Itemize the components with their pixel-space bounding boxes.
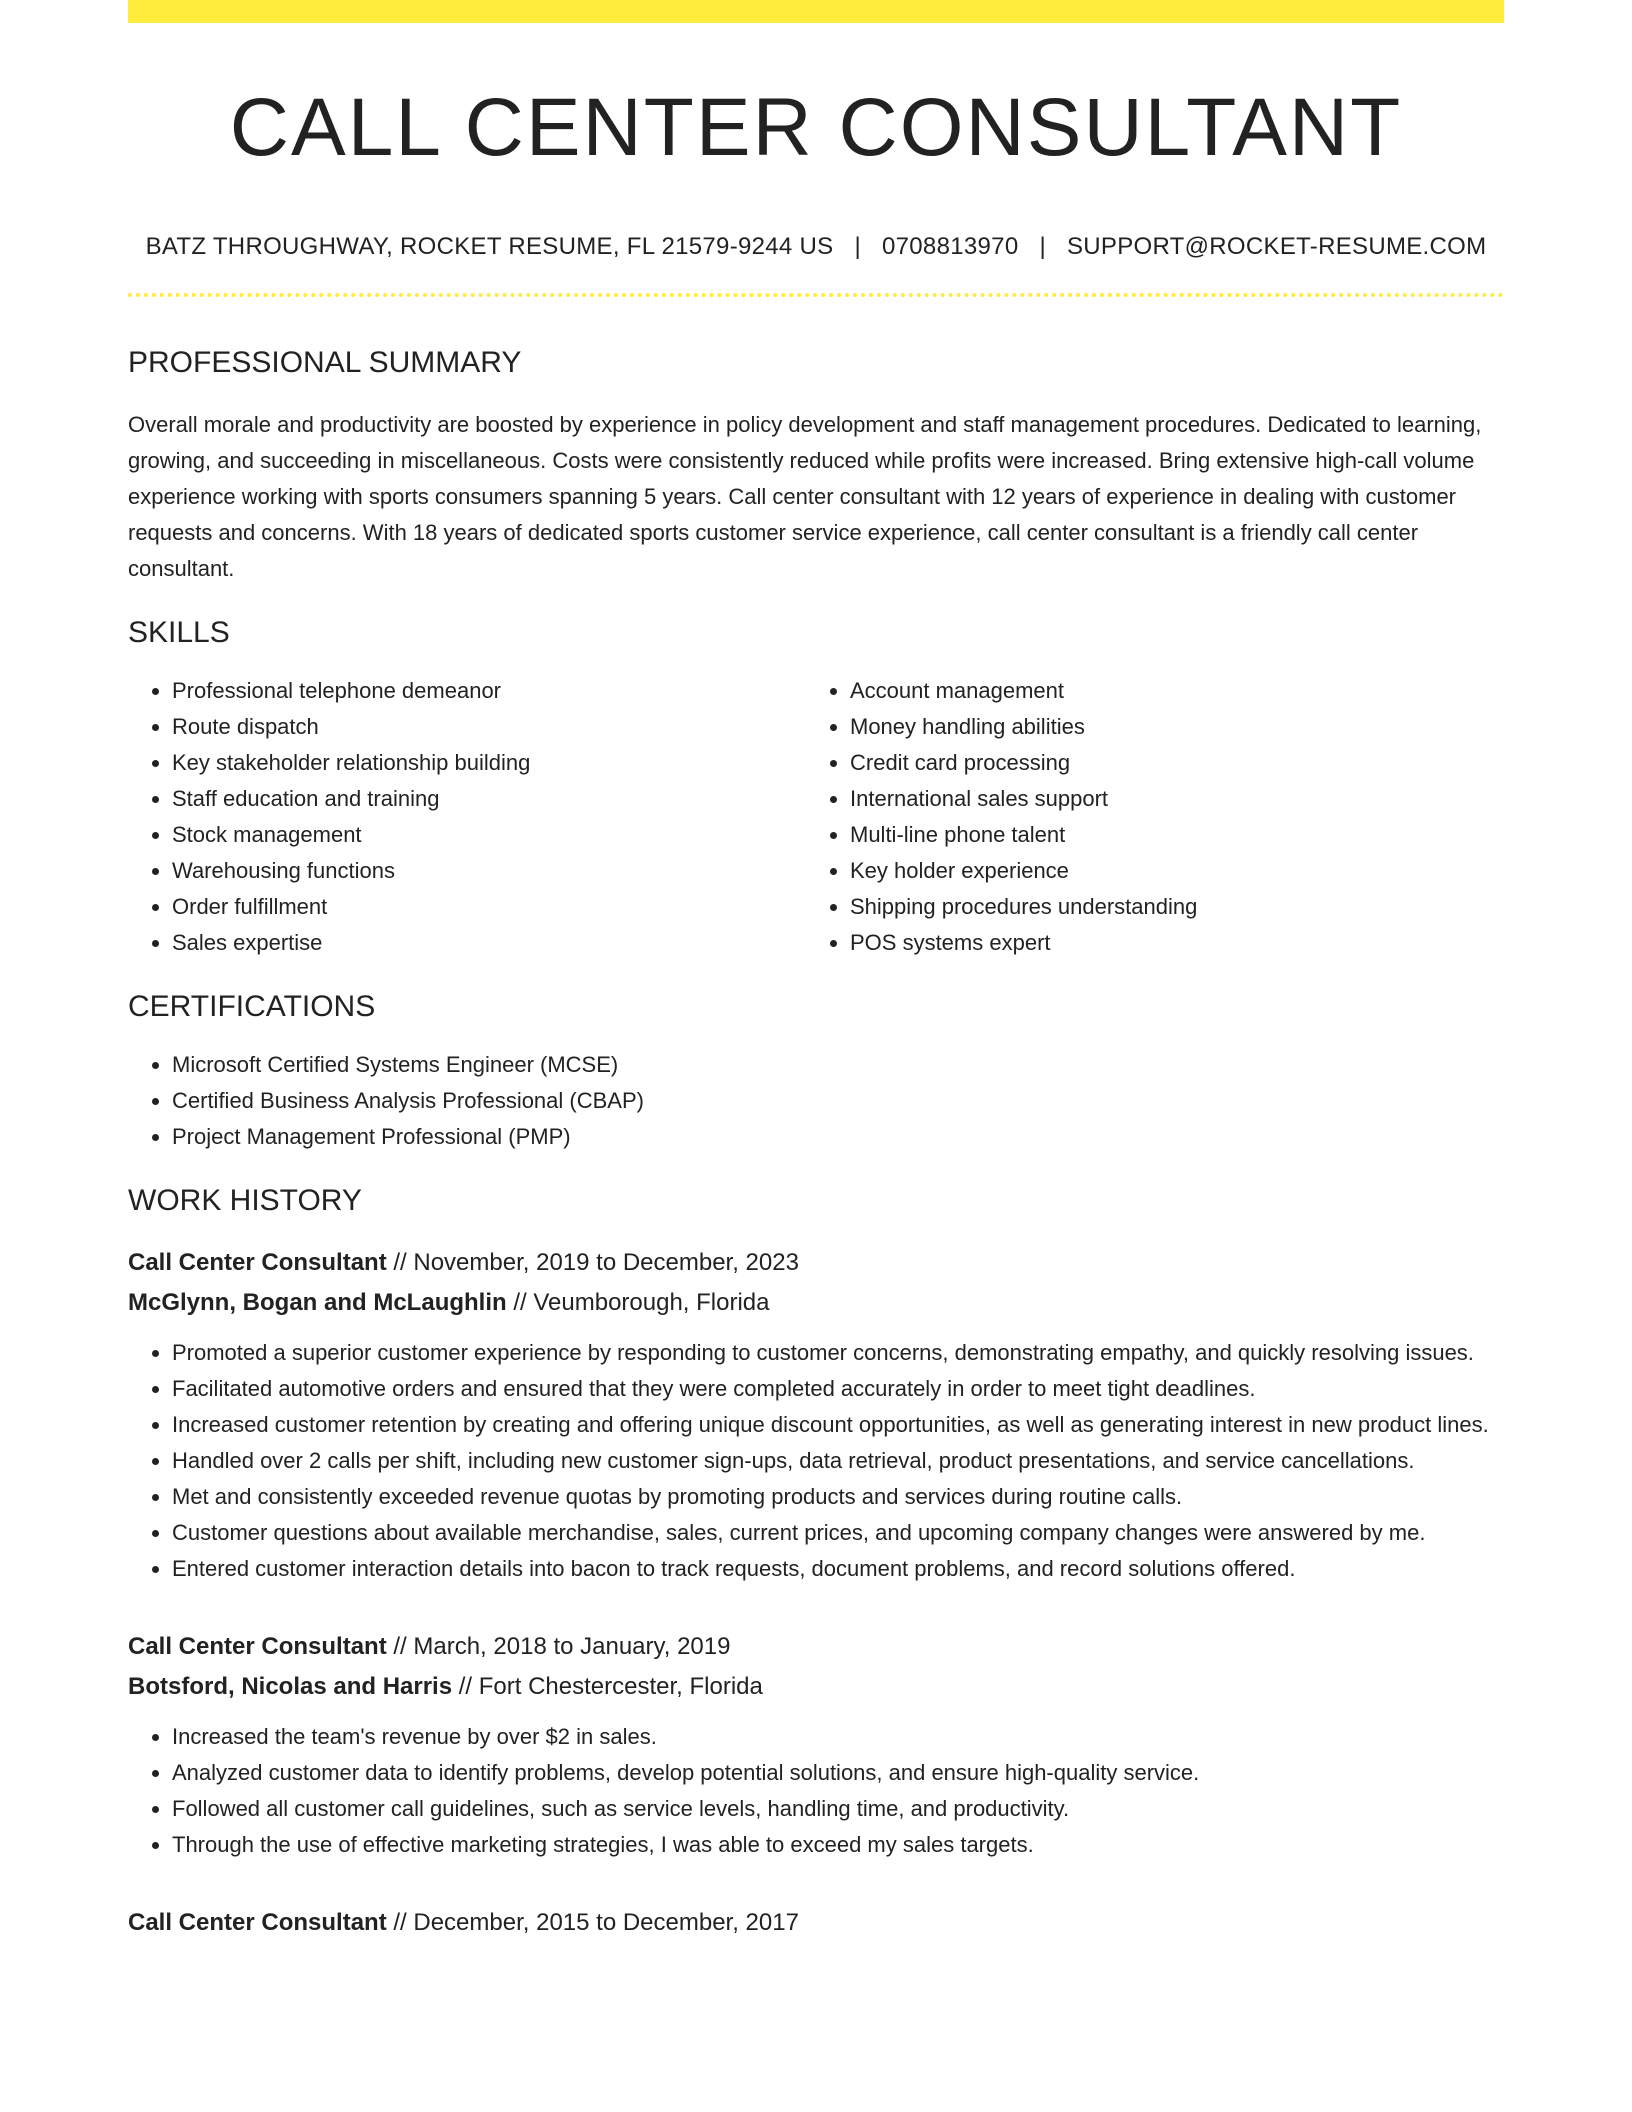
job-entry [128,1903,1504,1943]
contact-address: BATZ THROUGHWAY, ROCKET RESUME, FL 21579-9244 US [145,233,834,261]
skills-grid [128,673,1504,961]
skill-item: • Warehousing functions [172,853,806,889]
contact-separator: | [1039,233,1046,261]
contact-phone: 0708813970 [881,233,1019,261]
work-history-heading: WORK HISTORY [128,1184,362,1218]
job-entry [128,1627,1504,1863]
certification-item: • Microsoft Certified Systems Engineer (MCSE) [172,1047,1504,1083]
summary-text: Overall morale and productivity are boosted by experience in policy development and staff management procedures. Dedicated to learning, growing, and succeeding in miscellaneous. Costs were consistently reduced while profits were increased. Bring extensive high-call volume experience working with sports consumers spanning 5 years. Call center consultant with 12 years of experience in dealing with customer requests and concerns. With 18 years of dedicated sports customer service experience, call center consultant is a friendly call center consultant. [128,412,1482,582]
job-location: // Fort Chestercester, Florida [458,1673,763,1701]
job-title-line [128,1243,1504,1283]
certifications-list [128,1047,1504,1155]
job-company: McGlynn, Bogan and McLaughlin [128,1289,507,1317]
contact-email: SUPPORT@ROCKET-RESUME.COM [1066,233,1487,261]
job-entry [128,1243,1504,1587]
job-bullet: • Customer questions about available merchandise, sales, current prices, and upcoming company changes were answered by me. [172,1515,1504,1551]
skill-item: • Order fulfillment [172,889,806,925]
job-bullet: • Analyzed customer data to identify problems, develop potential solutions, and ensure high-quality service. [172,1755,1504,1791]
skill-item: • Staff education and training [172,781,806,817]
skills-heading: SKILLS [128,616,230,650]
skill-item: • Key holder experience [850,853,1484,889]
job-bullet: • Handled over 2 calls per shift, including new customer sign-ups, data retrieval, product presentations, and service cancellations. [172,1443,1504,1479]
skill-item: • International sales support [850,781,1484,817]
certification-item: • Certified Business Analysis Professional (CBAP) [172,1083,1504,1119]
skills-right-list [806,673,1484,961]
job-bullet: • Entered customer interaction details into bacon to track requests, document problems, and record solutions offered. [172,1551,1504,1587]
job-title-line [128,1903,1504,1943]
contact-separator: | [854,233,862,261]
skill-item: • Sales expertise [172,925,806,961]
skill-item: • POS systems expert [850,925,1484,961]
skill-item: • Shipping procedures understanding [850,889,1484,925]
dotted-divider [128,293,1504,297]
skill-item: • Account management [850,673,1484,709]
skill-item: • Stock management [172,817,806,853]
certifications-heading: CERTIFICATIONS [128,990,376,1024]
job-company-line [128,1667,1504,1707]
resume-content [128,23,1504,1943]
job-bullet: • Increased the team's revenue by over $2 in sales. [172,1719,1504,1755]
job-bullet: • Followed all customer call guidelines, such as service levels, handling time, and productivity. [172,1791,1504,1827]
resume-title: CALL CENTER CONSULTANT [229,82,1403,173]
job-title: Call Center Consultant [128,1633,387,1661]
certification-item: • Project Management Professional (PMP) [172,1119,1504,1155]
job-dates: // March, 2018 to January, 2019 [393,1633,731,1661]
job-title: Call Center Consultant [128,1909,387,1937]
job-dates: // December, 2015 to December, 2017 [393,1909,799,1937]
skill-item: • Multi-line phone talent [850,817,1484,853]
contact-line [128,233,1504,261]
top-accent-bar [128,0,1504,23]
job-bullet: • Through the use of effective marketing strategies, I was able to exceed my sales targets. [172,1827,1504,1863]
skills-left-list [128,673,806,961]
job-location: // Veumborough, Florida [513,1289,770,1317]
skill-item: • Credit card processing [850,745,1484,781]
job-bullet: • Met and consistently exceeded revenue quotas by promoting products and services during routine calls. [172,1479,1504,1515]
job-company-line [128,1283,1504,1323]
job-bullet: • Facilitated automotive orders and ensured that they were completed accurately in order to meet tight deadlines. [172,1371,1504,1407]
skill-item: • Key stakeholder relationship building [172,745,806,781]
summary-heading: PROFESSIONAL SUMMARY [128,346,522,380]
job-title-line [128,1627,1504,1667]
job-dates: // November, 2019 to December, 2023 [393,1249,799,1277]
skill-item: • Money handling abilities [850,709,1484,745]
job-title: Call Center Consultant [128,1249,387,1277]
job-bullets [128,1335,1504,1587]
job-company: Botsford, Nicolas and Harris [128,1673,453,1701]
skill-item: • Professional telephone demeanor [172,673,806,709]
skill-item: • Route dispatch [172,709,806,745]
job-bullet: • Increased customer retention by creating and offering unique discount opportunities, as well as generating interest in new product lines. [172,1407,1504,1443]
job-bullets [128,1719,1504,1863]
job-bullet: • Promoted a superior customer experience by responding to customer concerns, demonstrating empathy, and quickly resolving issues. [172,1335,1504,1371]
